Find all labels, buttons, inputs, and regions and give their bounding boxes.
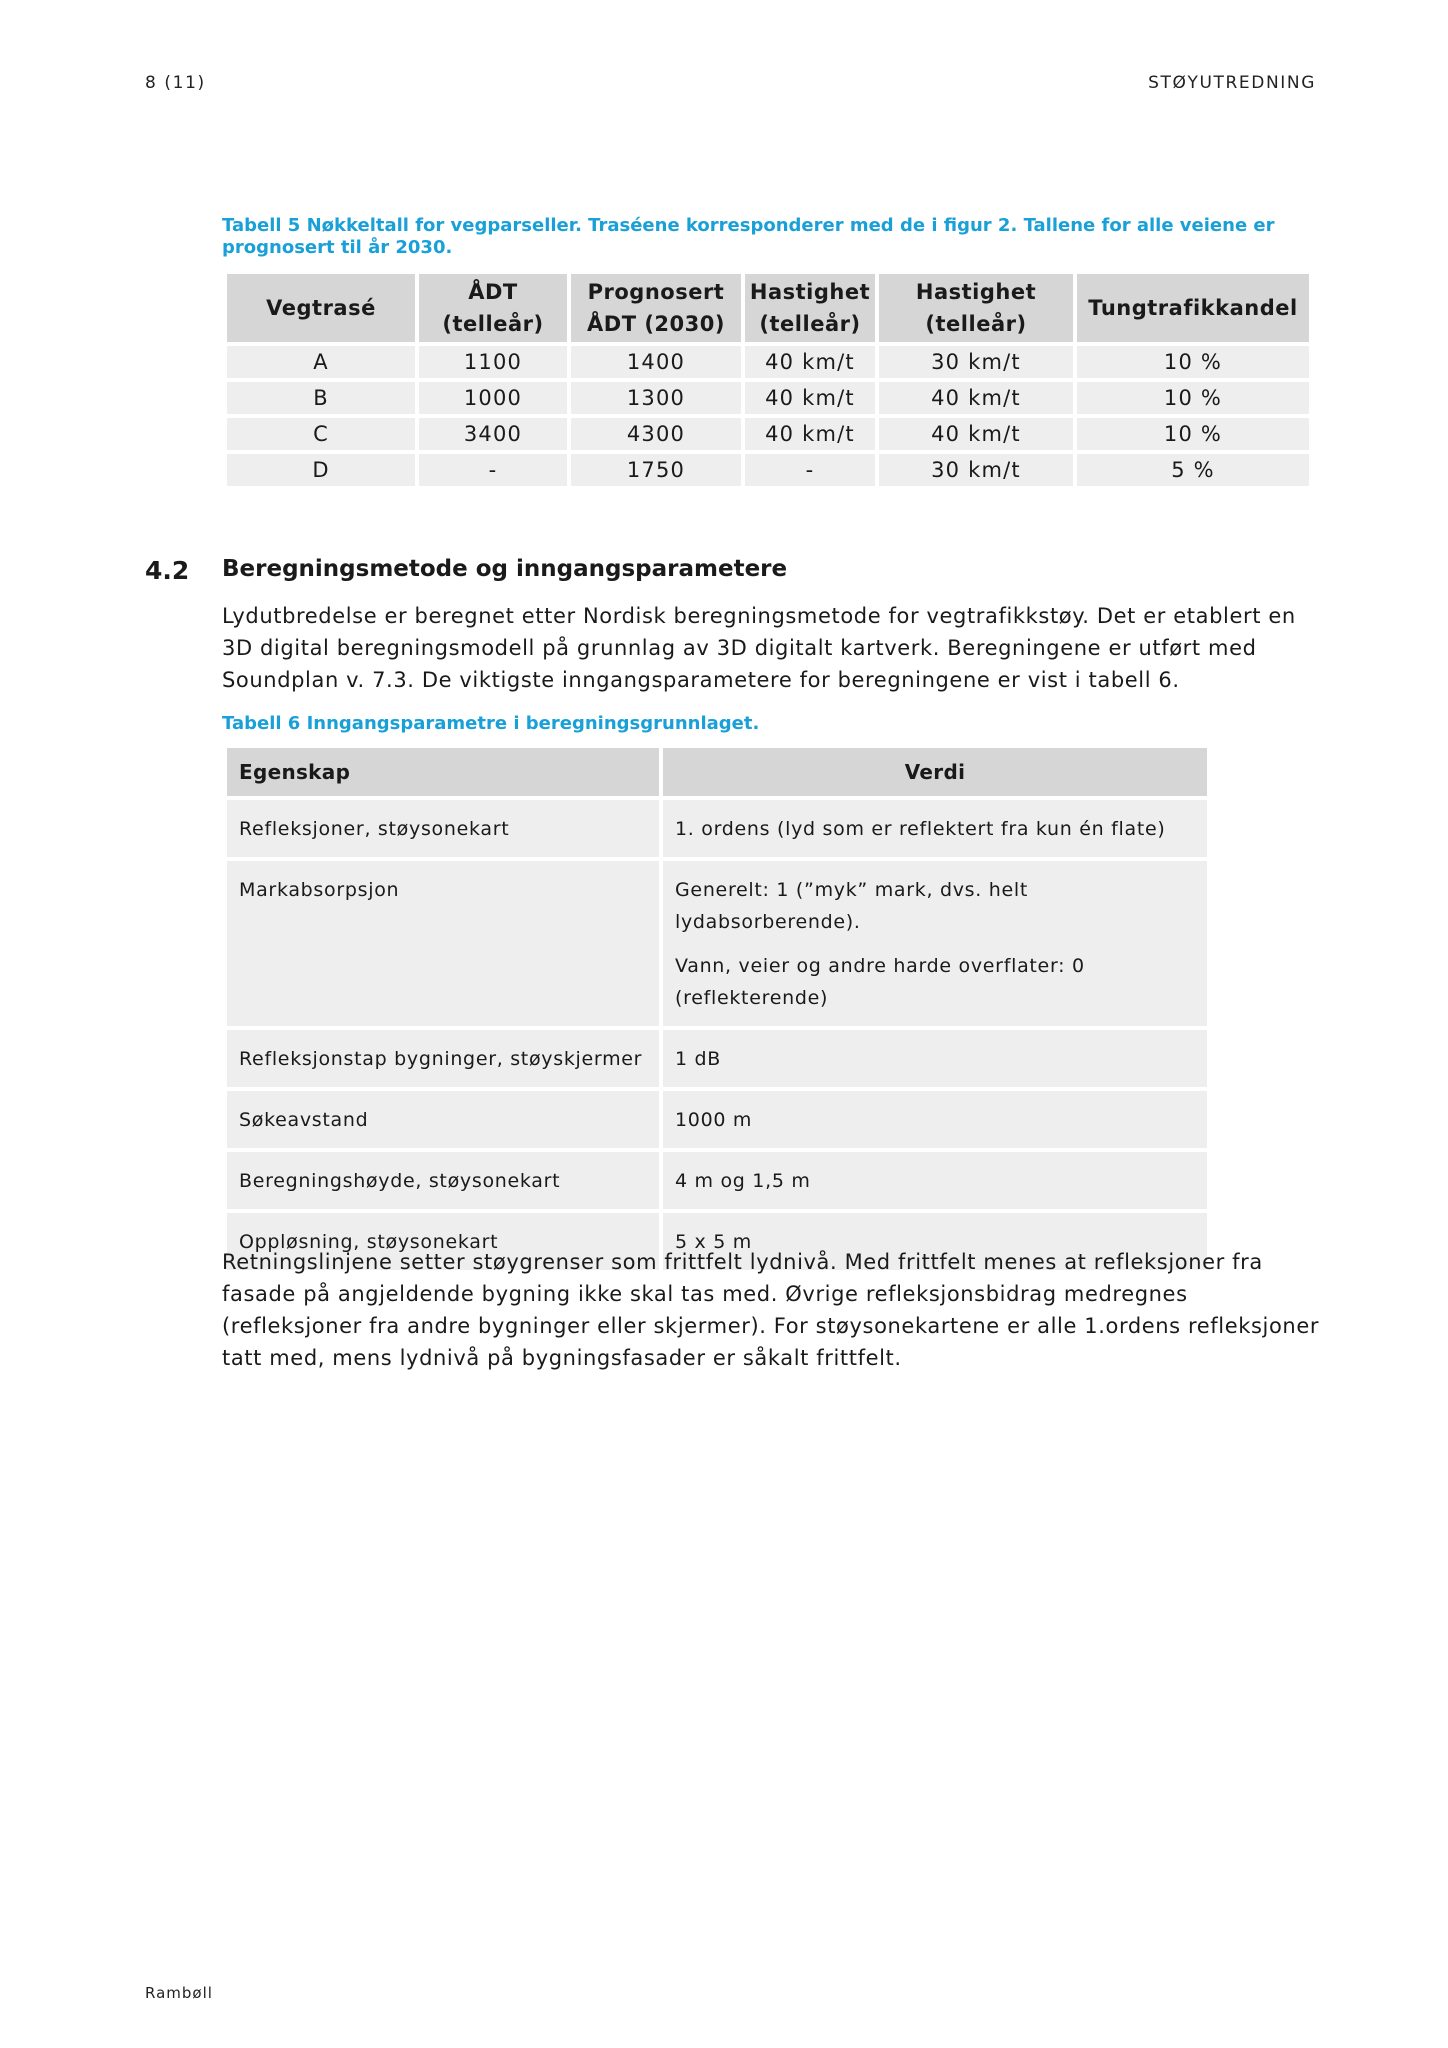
table-cell: 4300 <box>571 418 741 450</box>
table-header-row <box>227 274 1309 342</box>
section-number: 4.2 <box>145 556 190 585</box>
value-cell: 1. ordens (lyd som er reflektert fra kun én flate) <box>663 800 1207 857</box>
table-cell: D <box>227 454 415 486</box>
table-header-row <box>227 748 1207 796</box>
table-row <box>227 1030 1207 1087</box>
table-row <box>227 346 1309 378</box>
table-cell: 3400 <box>419 418 567 450</box>
value-cell: 4 m og 1,5 m <box>663 1152 1207 1209</box>
col-header: Vegtrasé <box>227 274 415 342</box>
property-cell: Refleksjoner, støysonekart <box>227 800 659 857</box>
table-cell: 1750 <box>571 454 741 486</box>
table-cell: 1000 <box>419 382 567 414</box>
property-cell: Oppløsning, støysonekart <box>227 1213 659 1270</box>
document-title: STØYUTREDNING <box>1148 73 1316 93</box>
table-row <box>227 418 1309 450</box>
table-cell: B <box>227 382 415 414</box>
table-cell: 30 km/t <box>879 454 1073 486</box>
body-paragraph: Lydutbredelse er beregnet etter Nordisk beregningsmetode for vegtrafikkstøy. Det er etablert en 3D digital beregningsmodell på grunnlag av 3D digitalt kartverk. Beregningene er utført med Soundplan v. 7.3. De viktigste inngangsparametere for beregningene er vist i tabell 6. <box>222 604 1296 692</box>
table-cell: 40 km/t <box>745 346 875 378</box>
section-heading: Beregningsmetode og inngangsparametere <box>222 556 788 582</box>
table-row <box>227 1091 1207 1148</box>
table-row <box>227 861 1207 1026</box>
col-header: ÅDT (telleår) <box>419 274 567 342</box>
col-header: Egenskap <box>227 748 659 796</box>
page-number: 8 (11) <box>145 73 206 93</box>
table5-caption: Tabell 5 Nøkkeltall for vegparseller. Traséene korresponderer med de i figur 2. Tallene for alle veiene er prognosert til år 2030. <box>222 215 1275 258</box>
value-cell: 1 dB <box>663 1030 1207 1087</box>
table-cell: 30 km/t <box>879 346 1073 378</box>
table-cell: - <box>745 454 875 486</box>
body-paragraph: Retningslinjene setter støygrenser som frittfelt lydnivå. Med frittfelt menes at refleksjoner fra fasade på angjeldende bygning ikke skal tas med. Øvrige refleksjonsbidrag medregnes (refleksjoner fra andre bygninger eller skjermer). For støysonekartene er alle 1.ordens refleksjoner tatt med, mens lydnivå på bygningsfasader er såkalt frittfelt. <box>222 1250 1320 1370</box>
table-row <box>227 382 1309 414</box>
col-header: Prognosert ÅDT (2030) <box>571 274 741 342</box>
footer-company: Rambøll <box>145 1984 213 2002</box>
table-cell: 10 % <box>1077 382 1309 414</box>
table6-caption: Tabell 6 Inngangsparametre i beregningsgrunnlaget. <box>222 713 760 734</box>
table-row <box>227 800 1207 857</box>
table-cell: 1100 <box>419 346 567 378</box>
table-cell: 40 km/t <box>745 382 875 414</box>
col-header: Verdi <box>663 748 1207 796</box>
table-cell: 10 % <box>1077 346 1309 378</box>
col-header: Hastighet (telleår) <box>745 274 875 342</box>
value-cell: 5 x 5 m <box>663 1213 1207 1270</box>
table-cell: 40 km/t <box>879 418 1073 450</box>
col-header: Hastighet (telleår) <box>879 274 1073 342</box>
property-cell: Søkeavstand <box>227 1091 659 1148</box>
table-cell: 1300 <box>571 382 741 414</box>
table-cell: C <box>227 418 415 450</box>
value-line: Vann, veier og andre harde overflater: 0 (reflekterende) <box>675 955 1085 1009</box>
parameters-table <box>223 744 1211 1274</box>
value-cell: 1000 m <box>663 1091 1207 1148</box>
traffic-table <box>223 270 1313 490</box>
col-header: Tungtrafikkandel <box>1077 274 1309 342</box>
table-cell: 10 % <box>1077 418 1309 450</box>
property-cell: Refleksjonstap bygninger, støyskjermer <box>227 1030 659 1087</box>
table-row <box>227 1152 1207 1209</box>
table-row <box>227 454 1309 486</box>
property-cell: Markabsorpsjon <box>227 861 659 1026</box>
table-cell: - <box>419 454 567 486</box>
table-cell: A <box>227 346 415 378</box>
value-cell <box>663 861 1207 1026</box>
value-line: Generelt: 1 (”myk” mark, dvs. helt lydabsorberende). <box>675 879 1029 933</box>
table-cell: 40 km/t <box>745 418 875 450</box>
table-cell: 40 km/t <box>879 382 1073 414</box>
table-cell: 1400 <box>571 346 741 378</box>
property-cell: Beregningshøyde, støysonekart <box>227 1152 659 1209</box>
table-cell: 5 % <box>1077 454 1309 486</box>
